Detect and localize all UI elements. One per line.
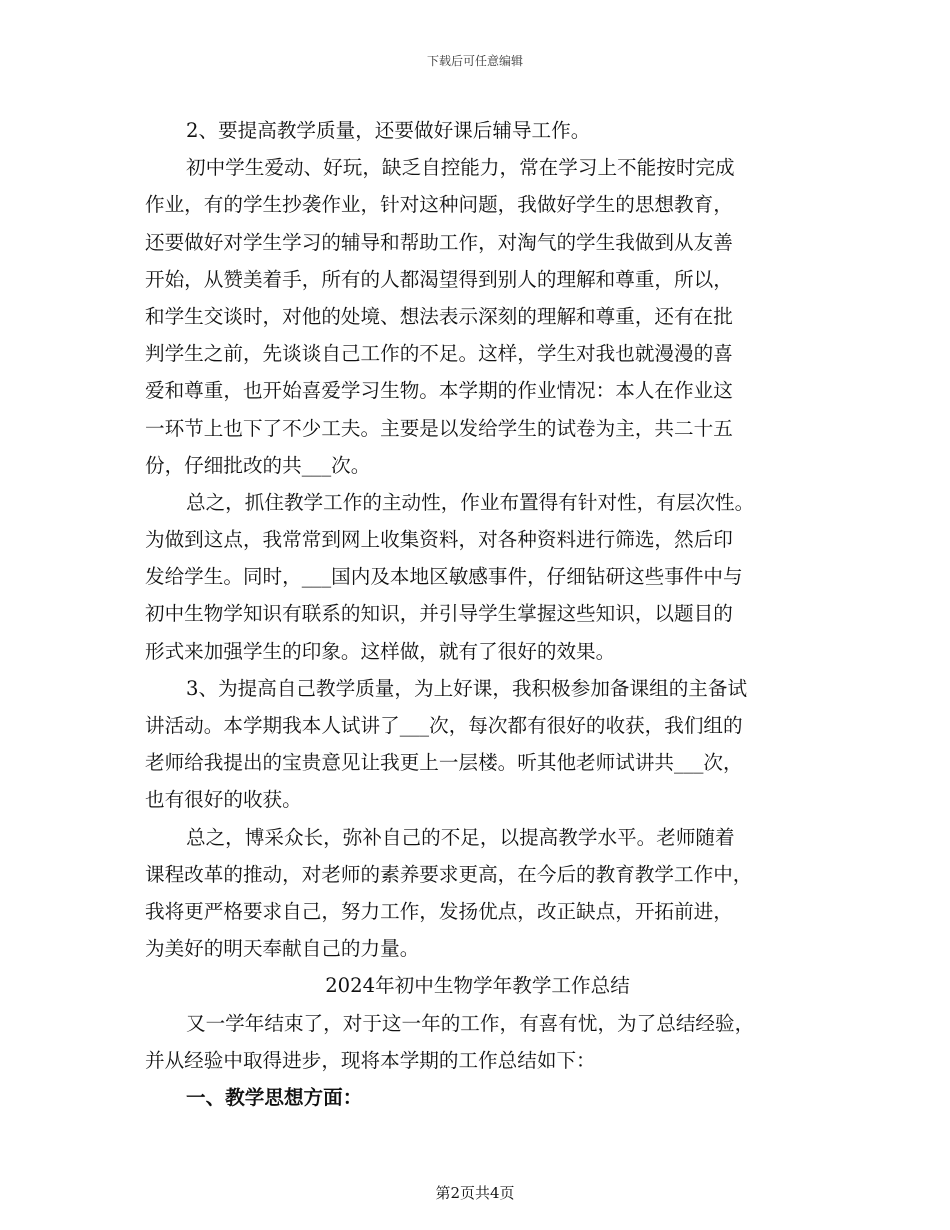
body-line: 初中生物学知识有联系的知识，并引导学生掌握这些知识，以题目的 [145, 602, 733, 626]
body-line: 形式来加强学生的印象。这样做，就有了很好的效果。 [145, 639, 616, 663]
page-header: 下载后可任意编辑 [426, 54, 523, 68]
body-line: 开始，从赞美着手，所有的人都渴望得到别人的理解和尊重，所以， [145, 267, 733, 291]
body-line: 爱和尊重，也开始喜爱学习生物。本学期的作业情况：本人在作业这 [145, 379, 733, 403]
body-paragraphs [145, 112, 810, 967]
intro-paragraph [145, 1005, 810, 1079]
body-line: 一环节上也下了不少工夫。主要是以发给学生的试卷为主，共二十五 [145, 416, 733, 440]
intro-line: 并从经验中取得进步，现将本学期的工作总结如下： [145, 1048, 596, 1072]
body-line: 2、要提高教学质量，还要做好课后辅导工作。 [186, 119, 591, 142]
subheading: 一、教学思想方面： [186, 1085, 363, 1109]
body-line: 为做到这点，我常常到网上收集资料，对各种资料进行筛选，然后印 [145, 528, 733, 552]
body-line: 还要做好对学生学习的辅导和帮助工作，对淘气的学生我做到从友善 [145, 230, 733, 254]
body-line: 总之，抓住教学工作的主动性，作业布置得有针对性，有层次性。 [186, 490, 755, 514]
body-line: 初中学生爱动、好玩，缺乏自控能力，常在学习上不能按时完成 [186, 156, 735, 180]
body-line: 为美好的明天奉献自己的力量。 [145, 937, 420, 961]
body-line: 我将更严格要求自己，努力工作，发扬优点，改正缺点，开拓前进， [145, 899, 733, 923]
body-line: 总之，博采众长，弥补自己的不足，以提高教学水平。老师随着 [186, 825, 735, 849]
body-line: 也有很好的收获。 [145, 788, 302, 812]
document-body [145, 112, 810, 1116]
page-footer: 第2页共4页 [435, 1184, 515, 1202]
body-line: 课程改革的推动，对老师的素养要求更高，在今后的教育教学工作中， [145, 862, 753, 886]
body-line: 判学生之前，先谈谈自己工作的不足。这样，学生对我也就漫漫的喜 [145, 342, 733, 366]
body-line: 3、为提高自己教学质量，为上好课，我积极参加备课组的主备试 [186, 676, 748, 700]
body-line: 作业，有的学生抄袭作业，针对这种问题，我做好学生的思想教育， [145, 193, 733, 217]
intro-line: 又一学年结束了，对于这一年的工作，有喜有忧，为了总结经验， [186, 1011, 755, 1035]
section-title: 2024年初中生物学年教学工作总结 [325, 974, 630, 998]
body-line: 老师给我提出的宝贵意见让我更上一层楼。听其他老师试讲共___次， [145, 751, 743, 775]
body-line: 份，仔细批改的共___次。 [145, 453, 371, 477]
body-line: 发给学生。同时，___国内及本地区敏感事件，仔细钻研这些事件中与 [145, 565, 743, 589]
body-line: 讲活动。本学期我本人试讲了___次，每次都有很好的收获，我们组的 [145, 714, 743, 737]
body-line: 和学生交谈时，对他的处境、想法表示深刻的理解和尊重，还有在批 [145, 304, 733, 328]
